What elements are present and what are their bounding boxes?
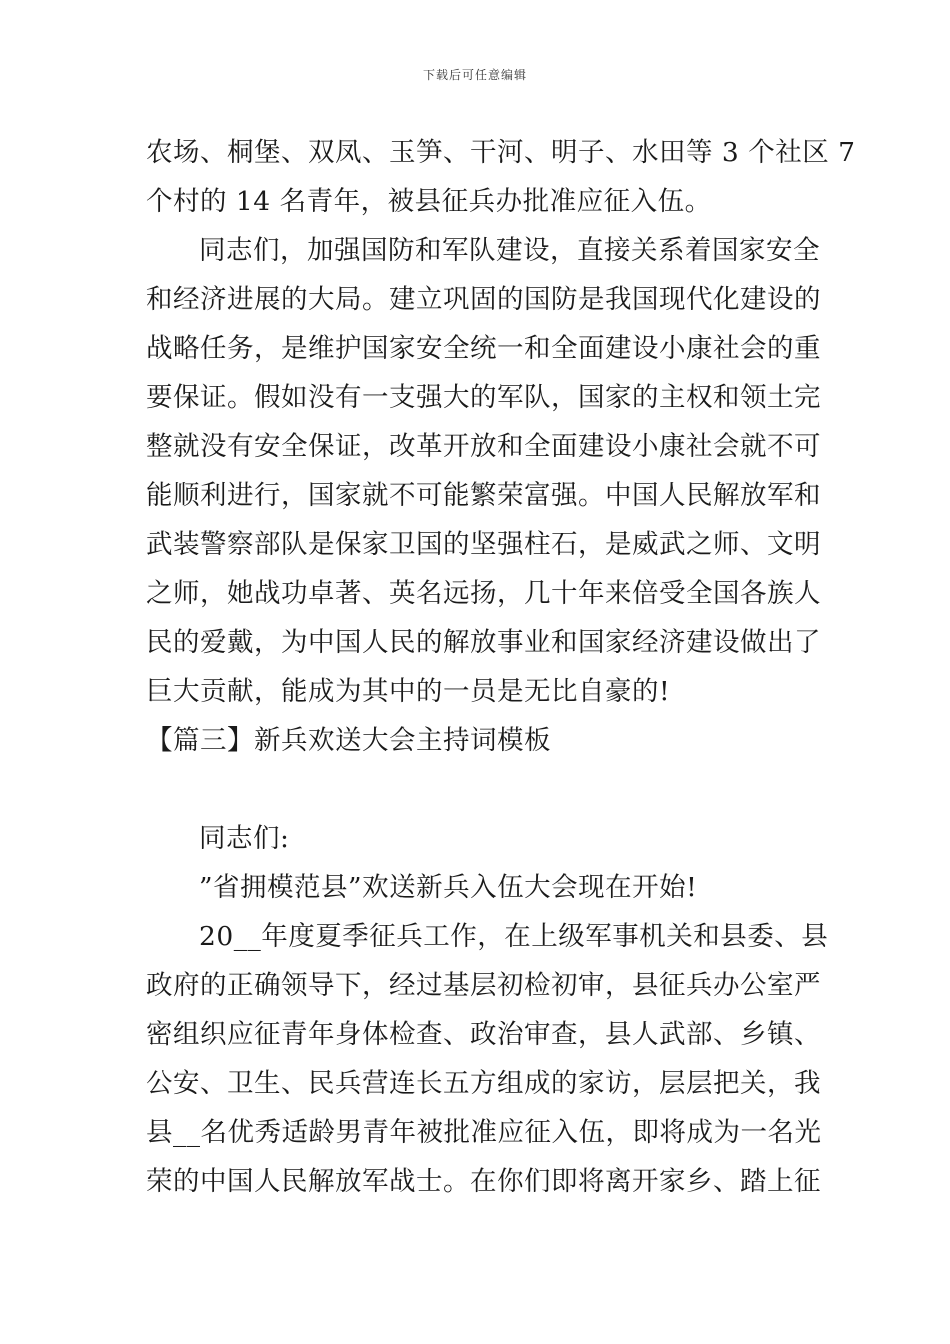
- text-line: 民的爱戴，为中国人民的解放事业和国家经济建设做出了: [146, 627, 821, 658]
- text-line: 战略任务，是维护国家安全统一和全面建设小康社会的重: [146, 333, 821, 364]
- blank-line: [146, 765, 811, 814]
- text-line: 之师，她战功卓著、英名远扬，几十年来倍受全国各族人: [146, 578, 821, 609]
- text-line: 县__名优秀适龄男青年被批准应征入伍，即将成为一名光: [146, 1117, 822, 1148]
- text-line: 公安、卫生、民兵营连长五方组成的家访，层层把关，我: [146, 1068, 821, 1099]
- salutation: 同志们:: [199, 823, 290, 854]
- text-line: 密组织应征青年身体检查、政治审查，县人武部、乡镇、: [146, 1019, 821, 1050]
- text-line: 整就没有安全保证，改革开放和全面建设小康社会就不可: [146, 431, 821, 462]
- text-line: 同志们，加强国防和军队建设，直接关系着国家安全: [199, 235, 820, 266]
- section-heading: 【篇三】新兵欢送大会主持词模板: [146, 725, 551, 756]
- text-line: 要保证。假如没有一支强大的军队，国家的主权和领土完: [146, 382, 821, 413]
- page-header: 下载后可任意编辑: [422, 68, 527, 82]
- paragraph-1: [146, 128, 856, 226]
- text-line: 荣的中国人民解放军战士。在你们即将离开家乡、踏上征: [146, 1166, 821, 1197]
- opening-announcement: ”省拥模范县”欢送新兵入伍大会现在开始!: [199, 872, 698, 903]
- text-line: 政府的正确领导下，经过基层初检初审，县征兵办公室严: [146, 970, 821, 1001]
- text-line: 农场、桐堡、双凤、玉笋、干河、明子、水田等 3 个社区 7: [146, 137, 856, 168]
- text-line: 巨大贡献，能成为其中的一员是无比自豪的!: [146, 676, 671, 707]
- document-body: [146, 128, 856, 1206]
- text-line: 能顺利进行，国家就不可能繁荣富强。中国人民解放军和: [146, 480, 821, 511]
- text-line: 个村的 14 名青年，被县征兵办批准应征入伍。: [146, 186, 712, 217]
- paragraph-5: [146, 912, 829, 1206]
- paragraph-2: [146, 226, 821, 716]
- text-line: 武装警察部队是保家卫国的坚强柱石，是威武之师、文明: [146, 529, 821, 560]
- text-line: 和经济进展的大局。建立巩固的国防是我国现代化建设的: [146, 284, 821, 315]
- text-line: 20__年度夏季征兵工作，在上级军事机关和县委、县: [199, 921, 829, 952]
